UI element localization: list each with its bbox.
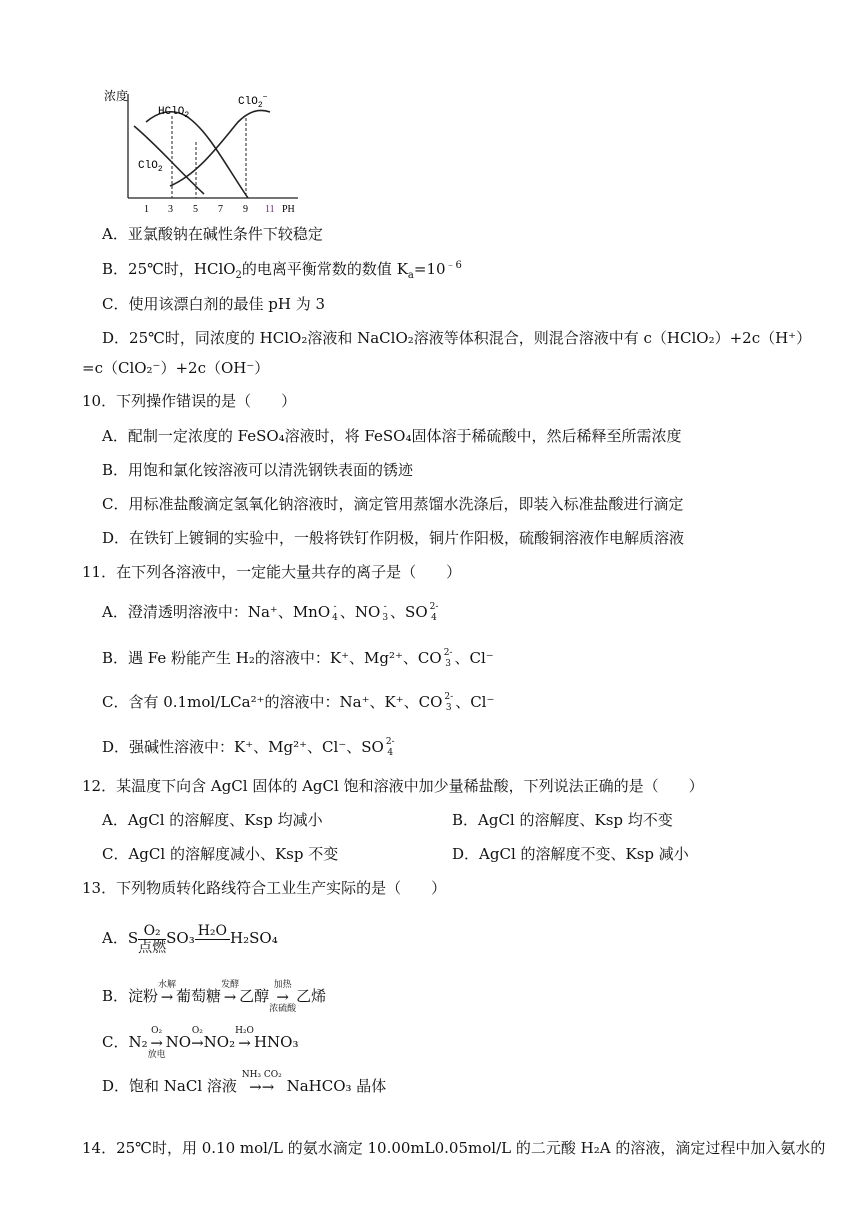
xtick: 5 [193,204,198,215]
q12-option-d: D．AgCl 的溶解度不变、Ksp 减小 [452,845,689,863]
q13-option-b: B．淀粉水解 → 葡萄糖发酵 → 乙醇加热 → 浓硫酸乙烯 [102,980,327,1014]
q14-stem: 14．25℃时，用 0.10 mol/L 的氨水滴定 10.00mL0.05mol/L 的二元酸 H₂A 的溶液，滴定过程中加入氨水的 [82,1139,826,1157]
xtick: 11 [265,204,275,215]
q11-option-c: C．含有 0.1mol/LCa²⁺的溶液中：Na⁺、K⁺、CO 2- 3 、Cl⁻ [102,692,495,713]
xtick: 9 [243,204,248,215]
q13-stem: 13．下列物质转化路线符合工业生产实际的是（ ） [82,879,447,897]
q11-option-d: D．强碱性溶液中：K⁺、Mg²⁺、Cl⁻、SO 2- 4 [102,737,395,758]
q11-option-b: B．遇 Fe 粉能产生 H₂的溶液中：K⁺、Mg²⁺、CO 2- 3 、Cl⁻ [102,648,494,669]
q9-option-b: B．25℃时，HClO$_2$的电离平衡常数的数值 $K_a=10^{﹣6}$ [102,260,462,281]
q9-option-c: C．使用该漂白剂的最佳 pH 为 3 [102,295,326,313]
q12-option-c: C．AgCl 的溶解度减小、Ksp 不变 [102,845,339,863]
q9-option-d-cont: =c（ClO₂⁻）+2c（OH⁻） [82,359,270,377]
xtick: 3 [168,204,173,215]
q10-option-a: A．配制一定浓度的 FeSO₄溶液时，将 FeSO₄固体溶于稀硫酸中，然后稀释至所需浓度 [102,427,682,445]
xtick: 1 [144,204,149,215]
q12-option-b: B．AgCl 的溶解度、Ksp 均不变 [452,811,673,829]
q12-option-a: A．AgCl 的溶解度、Ksp 均减小 [102,811,323,829]
figure-xlabel: PH [282,204,295,215]
q13-option-c: C．N₂O₂ → 放电NOO₂ → NO₂H₂O → HNO₃ [102,1026,299,1060]
q10-option-c: C．用标准盐酸滴定氢氧化钠溶液时，滴定管用蒸馏水洗涤后，即装入标准盐酸进行滴定 [102,495,684,513]
figure-ylabel: 浓度 [104,89,129,103]
q10-stem: 10．下列操作错误的是（ ） [82,392,297,410]
hclo2-curve [146,112,248,198]
concentration-ph-figure [98,86,308,218]
q11-stem: 11．在下列各溶液中，一定能大量共存的离子是（ ） [82,563,462,581]
svg-text:HClO2: HClO$_2$ [158,106,190,120]
xtick: 7 [218,204,223,215]
q12-stem: 12．某温度下向含 AgCl 固体的 AgCl 饱和溶液中加少量稀盐酸，下列说法正确的是（ ） [82,777,704,795]
q10-option-d: D．在铁钉上镀铜的实验中，一般将铁钉作阴极，铜片作阳极，硫酸铜溶液作电解质溶液 [102,529,685,547]
q13-option-a: A．S $\frac{\text{O₂}}{\text{点燃}}$ SO₃ H₂O H₂SO₄ [102,922,278,956]
q13-option-d: D．饱和 NaCl 溶液 NH₃ CO₂ →→ NaHCO₃ 晶体 [102,1070,387,1096]
svg-text:ClO2−: ClO$_2$− [238,93,268,110]
q11-option-a: A．澄清透明溶液中：Na⁺、MnO - 4 、NO - 3 、SO 2- 4 [102,602,439,623]
svg-text:ClO2: ClO$_2$ [138,160,163,174]
q10-option-b: B．用饱和氯化铵溶液可以清洗钢铁表面的锈迹 [102,461,414,479]
q9-option-a: A．亚氯酸钠在碱性条件下较稳定 [102,225,323,243]
q9-option-d: D．25℃时，同浓度的 HClO₂溶液和 NaClO₂溶液等体积混合，则混合溶液中有 c（HClO₂）+2c（H⁺） [102,329,812,347]
